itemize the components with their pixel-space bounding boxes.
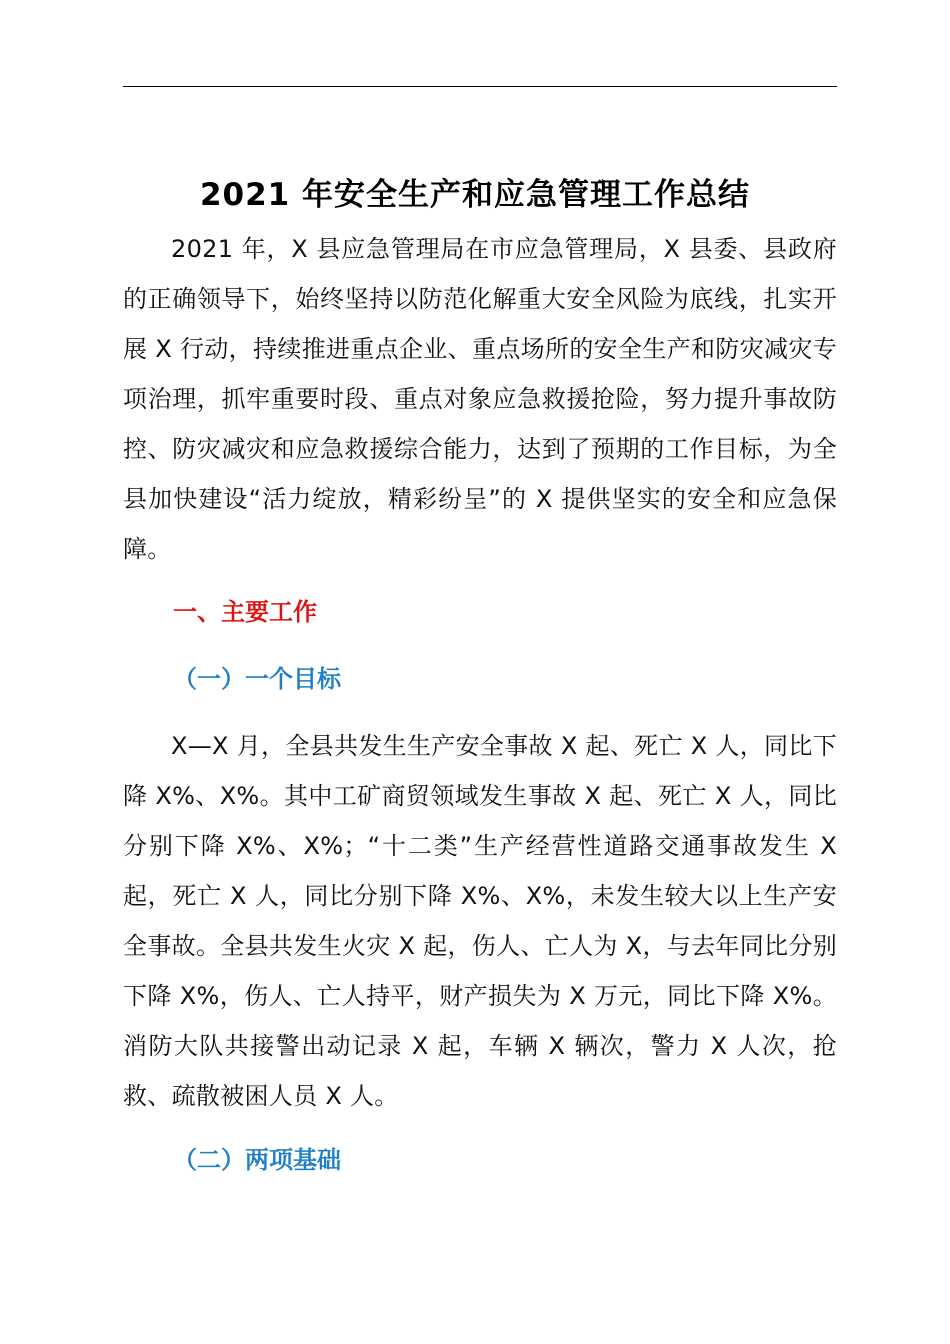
subsection-body-one-goal: X—X 月，全县共发生生产安全事故 X 起、死亡 X 人，同比下降 X%、X%。其中工矿商贸领域发生事故 X 起、死亡 X 人，同比分别下降 X%、X%；“十二类”生产经营性道路交通事故发生 X 起，死亡 X 人，同比分别下降 X%、X%，未发生较大以上生产安全事故。全县共发生火灾 X 起，伤人、亡人为 X，与去年同比分别下降 X%，伤人、亡人持平，财产损失为 X 万元，同比下降 X%。消防大队共接警出动记录 X 起，车辆 X 辆次，警力 X 人次，抢救、疏散被困人员 X 人。 xyxy=(123,732,837,1110)
document-title: 2021 年安全生产和应急管理工作总结 xyxy=(199,176,751,213)
header-rule xyxy=(123,86,837,87)
intro-paragraph: 2021 年，X 县应急管理局在市应急管理局，X 县委、县政府的正确领导下，始终坚持以防范化解重大安全风险为底线，扎实开展 X 行动，持续推进重点企业、重点场所的安全生产和防灾减灾专项治理，抓牢重要时段、重点对象应急救援抢险，努力提升事故防控、防灾减灾和应急救援综合能力，达到了预期的工作目标，为全县加快建设“活力绽放，精彩纷呈”的 X 提供坚实的安全和应急保障。 xyxy=(123,235,837,563)
subsection-heading-two-foundations: （二）两项基础 xyxy=(173,1146,341,1174)
section-heading-main-work: 一、主要工作 xyxy=(173,598,317,626)
subsection-heading-one-goal: （一）一个目标 xyxy=(173,665,341,693)
